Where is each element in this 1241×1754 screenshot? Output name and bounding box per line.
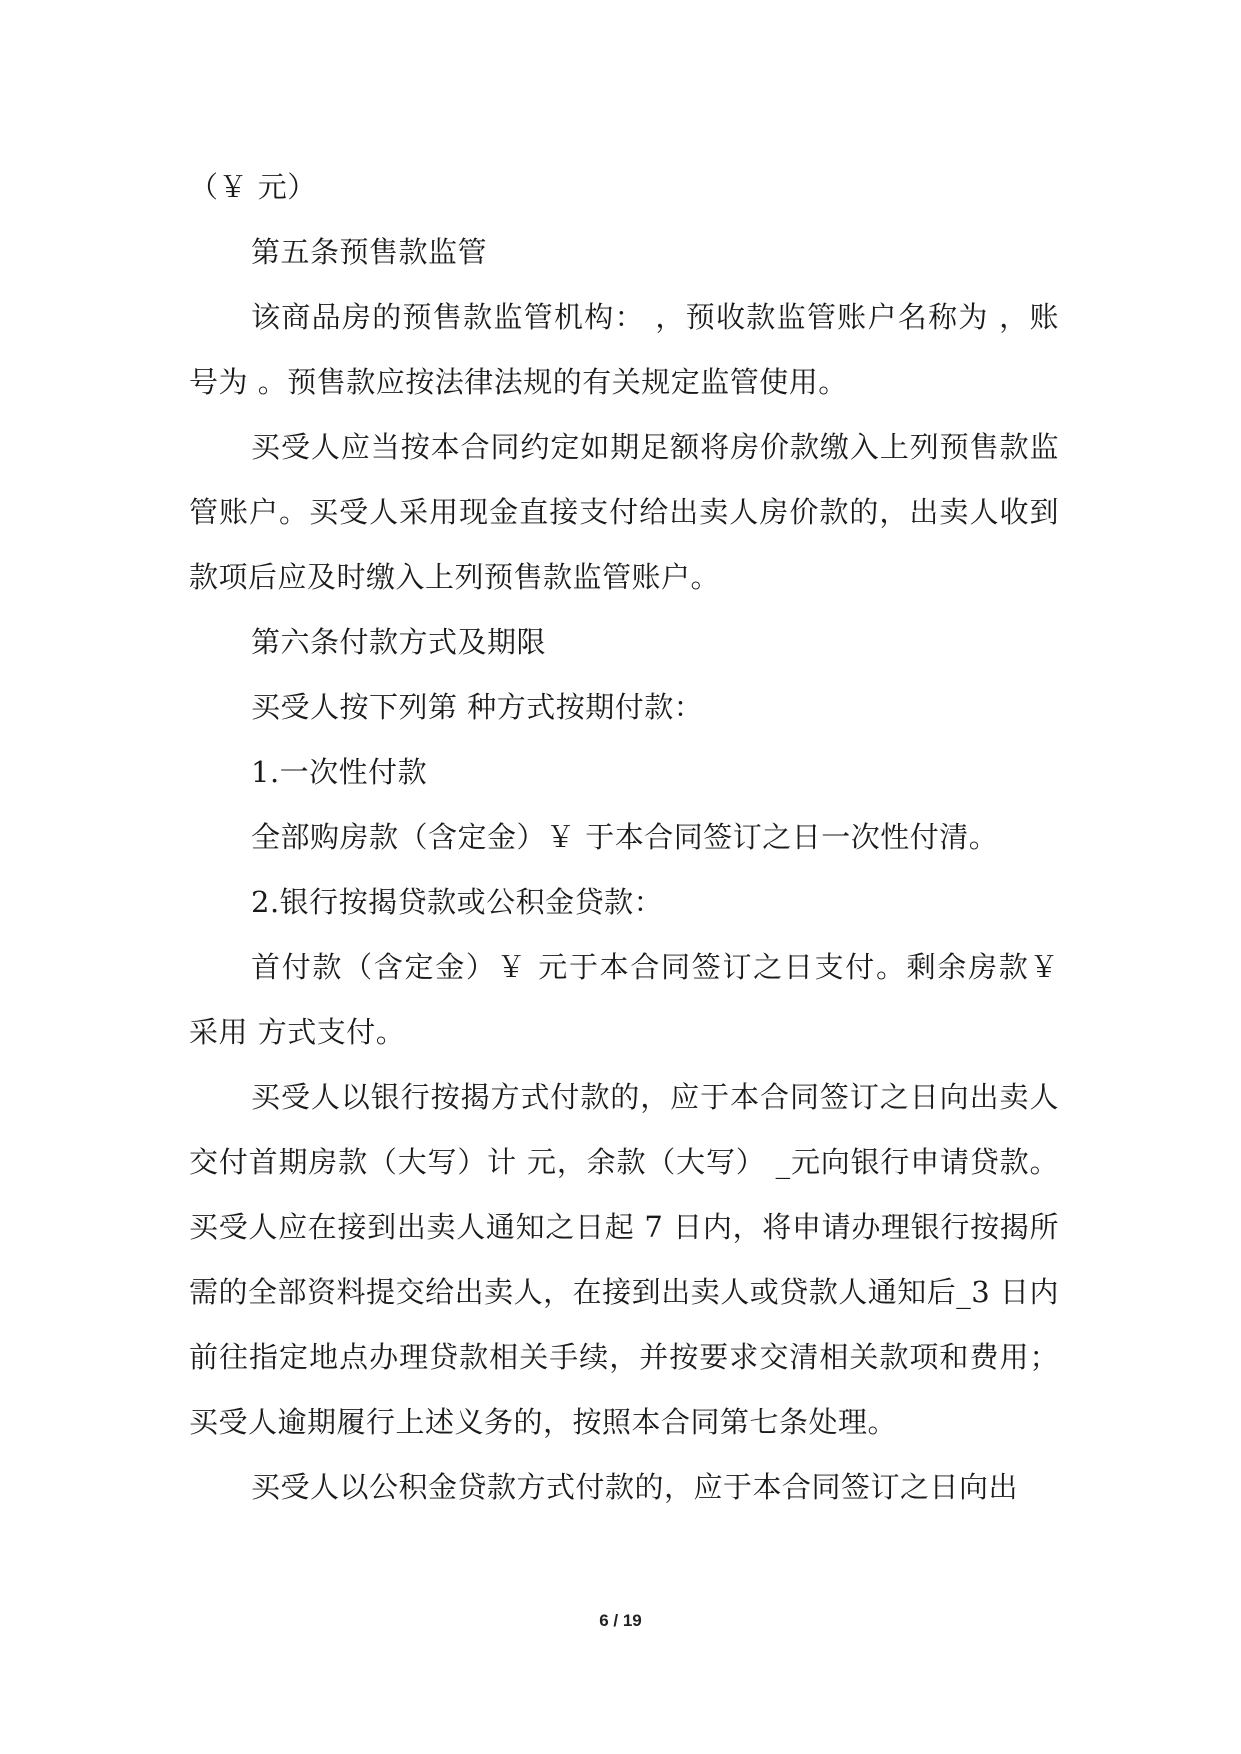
paragraph-bank-mortgage: 买受人以银行按揭方式付款的，应于本合同签订之日向出卖人交付首期房款（大写）计 元，余款（大写） _元向银行申请贷款。买受人应在接到出卖人通知之日起 7 日内，将申请办理银行按揭所需的全部资料提交给出卖人，在接到出卖人或贷款人通知后_3 日内前往指定地点办理贷款相关手续，并按要求交清相关款项和费用；买受人逾期履行上述义务的，按照本合同第七条处理。	[189, 1080, 1059, 1439]
paragraph-payment-method: 买受人按下列第 种方式按期付款：	[251, 690, 704, 724]
paragraph-payment-deposit: 买受人应当按本合同约定如期足额将房价款缴入上列预售款监管账户。买受人采用现金直接支付给出卖人房价款的，出卖人收到款项后应及时缴入上列预售款监管账户。	[189, 430, 1059, 594]
paragraph-lump-sum: 全部购房款（含定金）￥ 于本合同签订之日一次性付清。	[251, 820, 999, 854]
paragraph-price-unit: （￥ 元）	[189, 170, 317, 204]
heading-article-6: 第六条付款方式及期限	[251, 625, 547, 659]
document-body	[189, 155, 1059, 1520]
paragraph-down-payment: 首付款（含定金）￥ 元于本合同签订之日支付。剩余房款￥ 采用 方式支付。	[189, 950, 1059, 1049]
item-lump-sum: 1.一次性付款	[251, 755, 428, 789]
item-loan: 2.银行按揭贷款或公积金贷款：	[251, 885, 664, 919]
paragraph-provident-fund: 买受人以公积金贷款方式付款的，应于本合同签订之日向出	[251, 1470, 1019, 1504]
page-number: 6 / 19	[599, 1611, 642, 1630]
paragraph-supervision-agency: 该商品房的预售款监管机构： ，预收款监管账户名称为 ，账号为 。预售款应按法律法规的有关规定监管使用。	[189, 300, 1059, 399]
heading-article-5: 第五条预售款监管	[251, 235, 488, 269]
